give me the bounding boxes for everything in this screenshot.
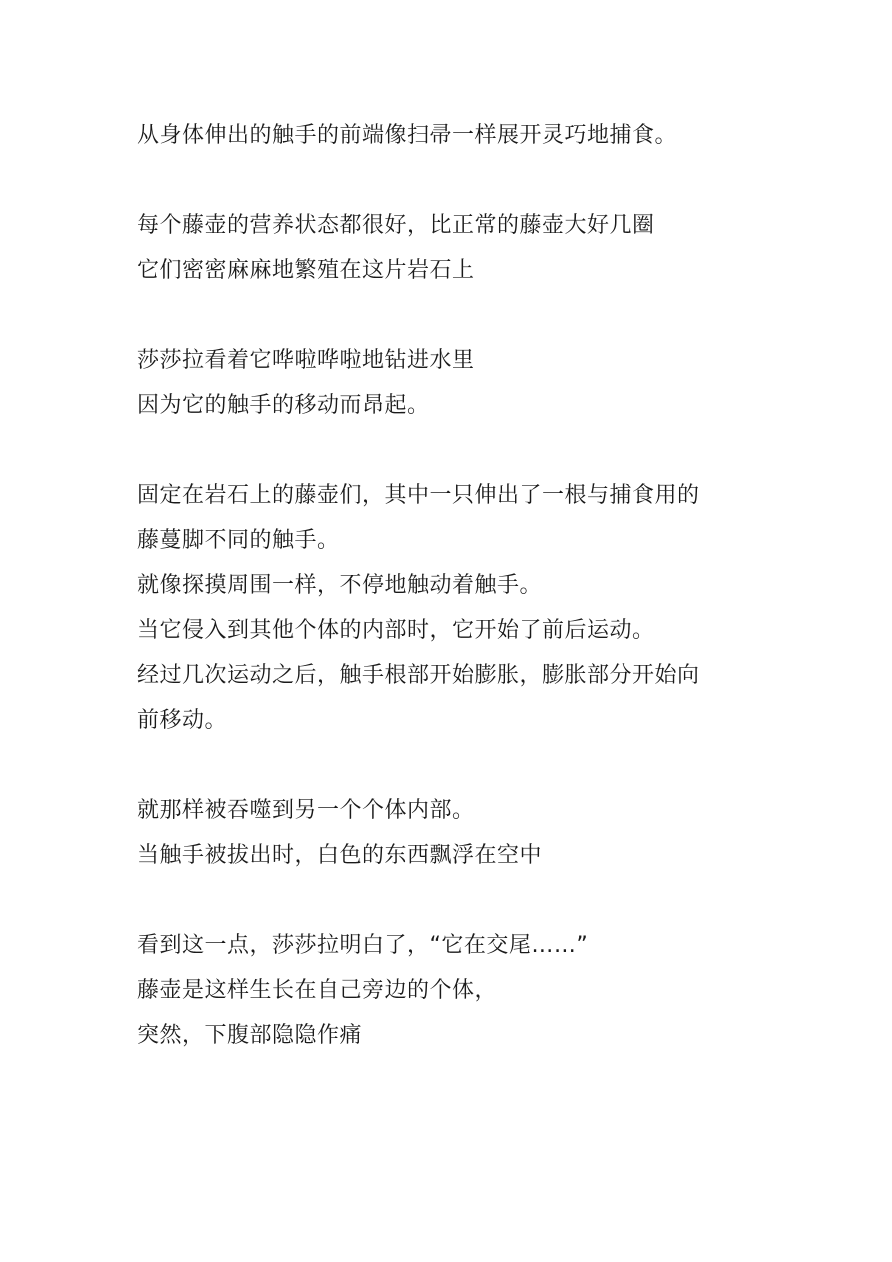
text-line: 前移动。	[137, 708, 228, 733]
paragraph-6	[137, 923, 757, 1058]
text-line: 莎莎拉看着它哗啦哗啦地钻进水里	[137, 348, 475, 373]
text-line: 固定在岩石上的藤壶们，其中一只伸出了一根与捕食用的	[137, 483, 700, 508]
text-line: 当触手被拔出时，白色的东西飘浮在空中	[137, 843, 543, 868]
paragraph-4	[137, 473, 757, 743]
text-line: 藤壶是这样生长在自己旁边的个体，	[137, 978, 498, 1003]
text-line: 它们密密麻麻地繁殖在这片岩石上	[137, 258, 475, 283]
paragraph-1	[137, 113, 757, 158]
text-line: 看到这一点，莎莎拉明白了，“它在交尾……”	[137, 933, 589, 958]
paragraph-3	[137, 338, 757, 428]
text-line: 从身体伸出的触手的前端像扫帚一样展开灵巧地捕食。	[137, 123, 678, 148]
text-line: 藤蔓脚不同的触手。	[137, 528, 340, 553]
text-line: 因为它的触手的移动而昂起。	[137, 393, 430, 418]
text-line: 就像探摸周围一样，不停地触动着触手。	[137, 573, 543, 598]
paragraph-2	[137, 203, 757, 293]
paragraph-5	[137, 788, 757, 878]
text-line: 就那样被吞噬到另一个个体内部。	[137, 798, 475, 823]
text-line: 当它侵入到其他个体的内部时，它开始了前后运动。	[137, 618, 655, 643]
body-text	[137, 113, 757, 1103]
text-line: 经过几次运动之后，触手根部开始膨胀，膨胀部分开始向	[137, 663, 700, 688]
text-line: 每个藤壶的营养状态都很好，比正常的藤壶大好几圈	[137, 213, 655, 238]
text-line: 突然，下腹部隐隐作痛	[137, 1023, 363, 1048]
